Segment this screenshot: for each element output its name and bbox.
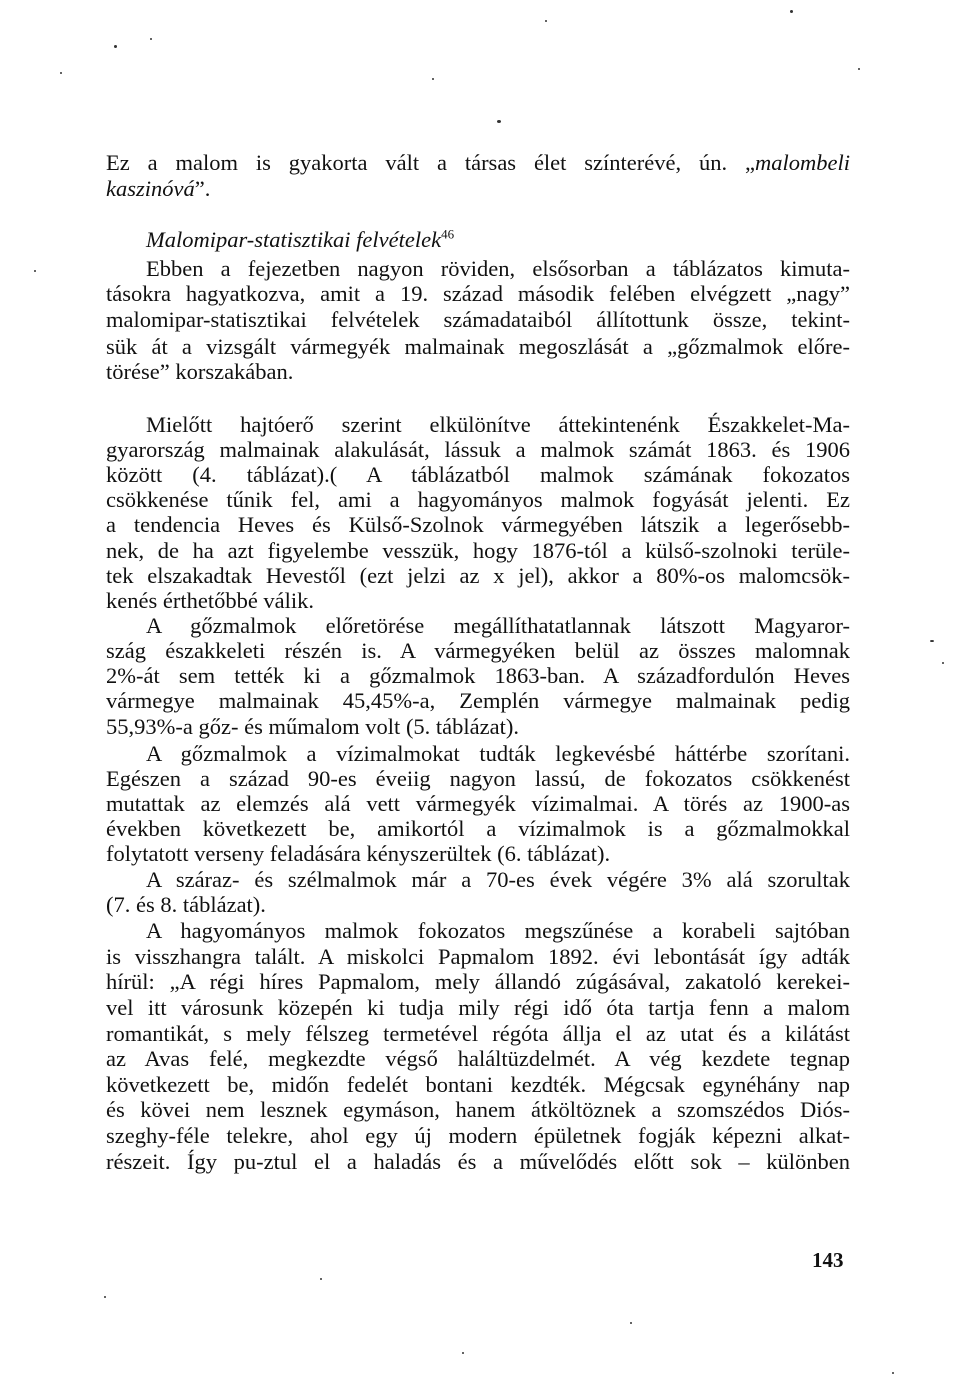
- text-segment: Egészen a század 90-es éveiig nagyon lassú, de fokozatos csökkenést: [106, 766, 850, 791]
- text-line: [106, 412, 850, 438]
- text-segment: vel itt városunk közepén ki tudja mily régi idő óta tartja fenn a malom: [106, 995, 850, 1020]
- text-line: [106, 944, 850, 970]
- text-segment: (7. és 8. táblázat).: [106, 892, 266, 917]
- text-line: [106, 1072, 850, 1098]
- text-line: [106, 1149, 850, 1175]
- scan-speck: [892, 1372, 894, 1374]
- text-segment: A gőzmalmok előretörése megállíthatatlannak látszott Magyaror-: [146, 613, 850, 638]
- text-line: [106, 841, 850, 867]
- text-line: [106, 307, 850, 333]
- scan-speck: [930, 640, 934, 642]
- text-segment: A száraz- és szélmalmok már a 70-es évek végére 3% alá szorultak: [146, 867, 850, 892]
- text-segment: A hagyományos malmok fokozatos megszűnése a korabeli sajtóban: [146, 918, 850, 943]
- scan-speck: [114, 45, 117, 48]
- scan-speck: [104, 1296, 106, 1298]
- page-number: 143: [812, 1248, 844, 1272]
- text-segment: ”.: [194, 176, 211, 201]
- text-segment: a tendencia Heves és Külső-Szolnok vármegyében látszik a legerősebb-: [106, 512, 850, 537]
- text-segment: hírül: „A régi híres Papmalom, mely állandó zúgásával, zakatoló kerekei-: [106, 969, 850, 994]
- text-segment: között (4. táblázat).( A táblázatból malmok számának fokozatos: [106, 462, 850, 487]
- text-line: [106, 613, 850, 639]
- text-segment: malombeli: [755, 150, 850, 175]
- text-line: [106, 714, 850, 740]
- text-line: [106, 995, 850, 1021]
- text-segment: részeit. Így pu-ztul el a haladás és a művelődés előtt sok – különben: [106, 1149, 850, 1174]
- text-segment: Malomipar-statisztikai felvételek: [146, 227, 442, 252]
- text-line: [106, 688, 850, 714]
- text-line: [106, 176, 850, 202]
- text-segment: csökkenése tűnik fel, ami a hagyományos malmok fogyását jelenti. Ez: [106, 487, 850, 512]
- text-segment: Ez a malom is gyakorta vált a társas élet színterévé, ún. „: [106, 150, 755, 175]
- text-line: [106, 663, 850, 689]
- text-line: [106, 1021, 850, 1047]
- text-segment: mutattak az elemzés alá vett vármegyék vízimalmai. A törés az 1900-as: [106, 791, 850, 816]
- text-line: [106, 538, 850, 564]
- text-line: [106, 588, 850, 614]
- text-line: [106, 334, 850, 360]
- scan-speck: [34, 270, 36, 272]
- footnote-marker: 46: [441, 227, 455, 242]
- text-segment: folytatott verseny feladására kényszerültek (6. táblázat).: [106, 841, 611, 866]
- scan-speck: [60, 72, 62, 74]
- text-line: [106, 892, 850, 918]
- text-segment: A gőzmalmok a vízimalmokat tudták legkevésbé háttérbe szorítani.: [146, 741, 850, 766]
- text-segment: 2%-át sem tették ki a gőzmalmok 1863-ban. A századfordulón Heves: [106, 663, 850, 688]
- text-line: [106, 227, 850, 253]
- text-line: [106, 563, 850, 589]
- text-segment: gyarország malmainak alakulását, lássuk a malmok számát 1863. és 1906: [106, 437, 850, 462]
- text-line: [106, 281, 850, 307]
- text-segment: 55,93%-a gőz- és műmalom volt (5. táblázat).: [106, 714, 519, 739]
- text-line: [106, 512, 850, 538]
- scan-speck: [858, 68, 860, 70]
- text-line: [106, 969, 850, 995]
- text-segment: Ebben a fejezetben nagyon röviden, elsősorban a táblázatos kimuta-: [146, 256, 850, 281]
- text-line: [106, 867, 850, 893]
- text-segment: nek, de ha azt figyelembe vesszük, hogy 1876-tól a külső-szolnoki terüle-: [106, 538, 850, 563]
- text-segment: törése” korszakában.: [106, 359, 294, 384]
- text-segment: kenés érthetőbbé válik.: [106, 588, 315, 613]
- text-segment: malomipar-statisztikai felvételek számadataiból állítottunk össze, tekint-: [106, 307, 850, 332]
- text-line: [106, 150, 850, 176]
- text-line: [106, 1123, 850, 1149]
- scan-speck: [432, 78, 434, 80]
- scan-speck: [320, 1278, 322, 1280]
- text-segment: az Avas felé, megkezdte végső haláltüzdelmét. A vég kezdete tegnap: [106, 1046, 850, 1071]
- text-line: [106, 766, 850, 792]
- scan-speck: [497, 120, 501, 123]
- text-line: [106, 638, 850, 664]
- text-segment: sük át a vizsgált vármegyék malmainak megoszlását a „gőzmalmok előre-: [106, 334, 850, 359]
- text-segment: szeghy-féle telekre, ahol egy új modern épületnek fogják képezni alkat-: [106, 1123, 850, 1148]
- text-segment: években következett be, amikortól a vízimalmok is a gőzmalmokkal: [106, 816, 850, 841]
- text-line: [106, 256, 850, 282]
- scan-speck: [545, 20, 547, 22]
- text-segment: tásokra hagyatkozva, amit a 19. század második felében elvégzett „nagy”: [106, 281, 850, 306]
- text-line: [106, 816, 850, 842]
- text-segment: következett be, midőn fedelét bontani kezdték. Mégcsak egynéhány nap: [106, 1072, 850, 1097]
- scan-speck: [150, 38, 152, 40]
- scan-speck: [630, 1322, 632, 1324]
- text-segment: kaszinóvá: [106, 176, 195, 201]
- scan-speck: [790, 10, 793, 13]
- text-line: [106, 437, 850, 463]
- text-segment: vármegye malmainak 45,45%-a, Zemplén vármegye malmainak pedig: [106, 688, 850, 713]
- text-segment: tek elszakadtak Hevestől (ezt jelzi az x jel), akkor a 80%-os malomcsök-: [106, 563, 850, 588]
- text-segment: és kövei nem lesznek egymáson, hanem átköltöznek a szomszédos Diós-: [106, 1097, 850, 1122]
- text-segment: Mielőtt hajtóerő szerint elkülönítve áttekintenénk Északkelet-Ma-: [146, 412, 850, 437]
- scan-speck: [462, 1352, 464, 1354]
- text-segment: is visszhangra talált. A miskolci Papmalom 1892. évi lebontását így adták: [106, 944, 850, 969]
- text-line: [106, 487, 850, 513]
- text-line: [106, 462, 850, 488]
- text-line: [106, 918, 850, 944]
- scan-speck: [942, 662, 944, 664]
- text-line: [106, 1097, 850, 1123]
- text-line: [106, 741, 850, 767]
- text-line: [106, 1046, 850, 1072]
- text-segment: szág északkeleti részén is. A vármegyéken belül az összes malomnak: [106, 638, 850, 663]
- text-line: [106, 359, 850, 385]
- text-segment: romantikát, s mely félszeg termetével régóta állja el az utat és a kilátást: [106, 1021, 850, 1046]
- text-line: [106, 791, 850, 817]
